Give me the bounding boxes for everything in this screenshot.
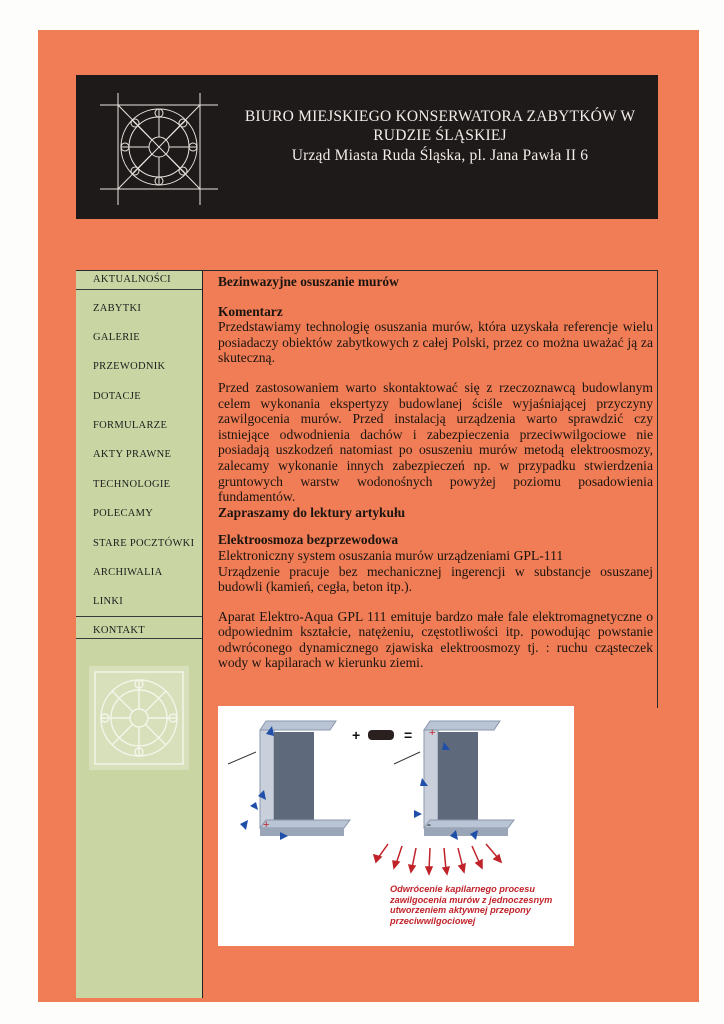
sidebar-rose-window-icon xyxy=(89,666,189,770)
minus-sign: - xyxy=(427,817,431,831)
nav-polecamy[interactable]: POLECAMY xyxy=(93,508,154,519)
sub-heading: Elektroosmoza bezprzewodowa xyxy=(218,532,399,548)
nav-archiwalia[interactable]: ARCHIWALIA xyxy=(93,567,163,578)
article-paragraph: Przedstawiamy technologię osuszania murów, która uzyskała referencje wielu posiadaczy obiektów zabytkowych z całej Polski, przez co można uważać ją za skuteczną. xyxy=(218,319,653,366)
content-right-border xyxy=(657,270,658,708)
nav-przewodnik[interactable]: PRZEWODNIK xyxy=(93,361,166,372)
article-title: Bezinwazyjne osuszanie murów xyxy=(218,274,399,289)
header-line3: Urząd Miasta Ruda Śląska, pl. Jana Pawła II 6 xyxy=(291,147,589,164)
plus-sign-top: + xyxy=(429,727,436,739)
nav-aktualnosci[interactable]: AKTUALNOŚCI xyxy=(93,274,171,285)
header-line2: RUDZIE ŚLĄSKIEJ xyxy=(373,127,507,144)
article-paragraph: Elektroniczny system osuszania murów urządzeniami GPL-111 xyxy=(218,547,564,563)
nav-divider xyxy=(76,638,202,639)
article-paragraph: Przed zastosowaniem warto skontaktować się z rzeczoznawcą budowlanym celem wykonania ekspertyzy budowlanej ściśle wyjaśniającej przyczyny zawilgocenia murów. Przed instalacją urządzenia warto sprawdzić czy istniejące odwodnienia dachów i zabezpieczenia przeciwwilgociowe nie posiadają uszkodzeń natomiast po osuszeniu murów metodą elektroosmozy, zalecamy wykonanie innych zabezpieczeń np. w przypadku stwierdzenia gruntowych warstw wodonośnych powyżej poziomu posadowienia fundamentów. xyxy=(218,379,653,505)
comment-heading: Komentarz xyxy=(218,303,283,319)
nav-linki[interactable]: LINKI xyxy=(93,596,124,607)
electroosmosis-diagram xyxy=(218,706,574,946)
header-banner xyxy=(76,75,658,219)
operator-plus: + xyxy=(352,727,361,743)
nav-akty-prawne[interactable]: AKTY PRAWNE xyxy=(93,449,172,460)
plus-sign: + xyxy=(263,819,270,831)
header-titles xyxy=(226,107,654,165)
sidebar xyxy=(76,270,203,998)
nav-stare-pocztowki[interactable]: STARE POCZTÓWKI xyxy=(93,538,195,549)
operator-equals: = xyxy=(404,727,413,743)
diagram-caption: Odwrócenie kapilarnego procesu zawilgocenia murów z jednoczesnym utworzeniem aktywnej przepony przeciwwilgociowej xyxy=(390,884,553,926)
nav-formularze[interactable]: FORMULARZE xyxy=(93,420,168,431)
nav-zabytki[interactable]: ZABYTKI xyxy=(93,303,142,314)
nav-divider xyxy=(76,616,202,617)
nav-kontakt[interactable]: KONTAKT xyxy=(93,625,146,636)
rose-window-logo-icon xyxy=(100,93,218,205)
article-paragraph: Urządzenie pracuje bez mechanicznej ingerencji w substancje osuszanej budowli (kamień, cegła, beton itp.). xyxy=(218,563,653,595)
article xyxy=(218,274,653,671)
nav-technologie[interactable]: TECHNOLOGIE xyxy=(93,479,171,490)
invite-link[interactable]: Zapraszamy do lektury artykułu xyxy=(218,504,406,520)
nav-dotacje[interactable]: DOTACJE xyxy=(93,391,141,402)
content-top-border xyxy=(76,270,658,271)
header-line1: BIURO MIEJSKIEGO KONSERWATORA ZABYTKÓW W xyxy=(244,108,636,125)
nav-divider xyxy=(76,289,202,290)
article-paragraph: Aparat Elektro-Aqua GPL 111 emituje bardzo małe fale elektromagnetyczne o odpowiednim kształcie, natężeniu, częstotliwości itp. powodując powstanie odwróconego dynamicznego zjawiska elektroosmozy tj. : ruchu cząsteczek wody w kapilarach w kierunku ziemi. xyxy=(218,608,653,671)
nav-galerie[interactable]: GALERIE xyxy=(93,332,141,343)
